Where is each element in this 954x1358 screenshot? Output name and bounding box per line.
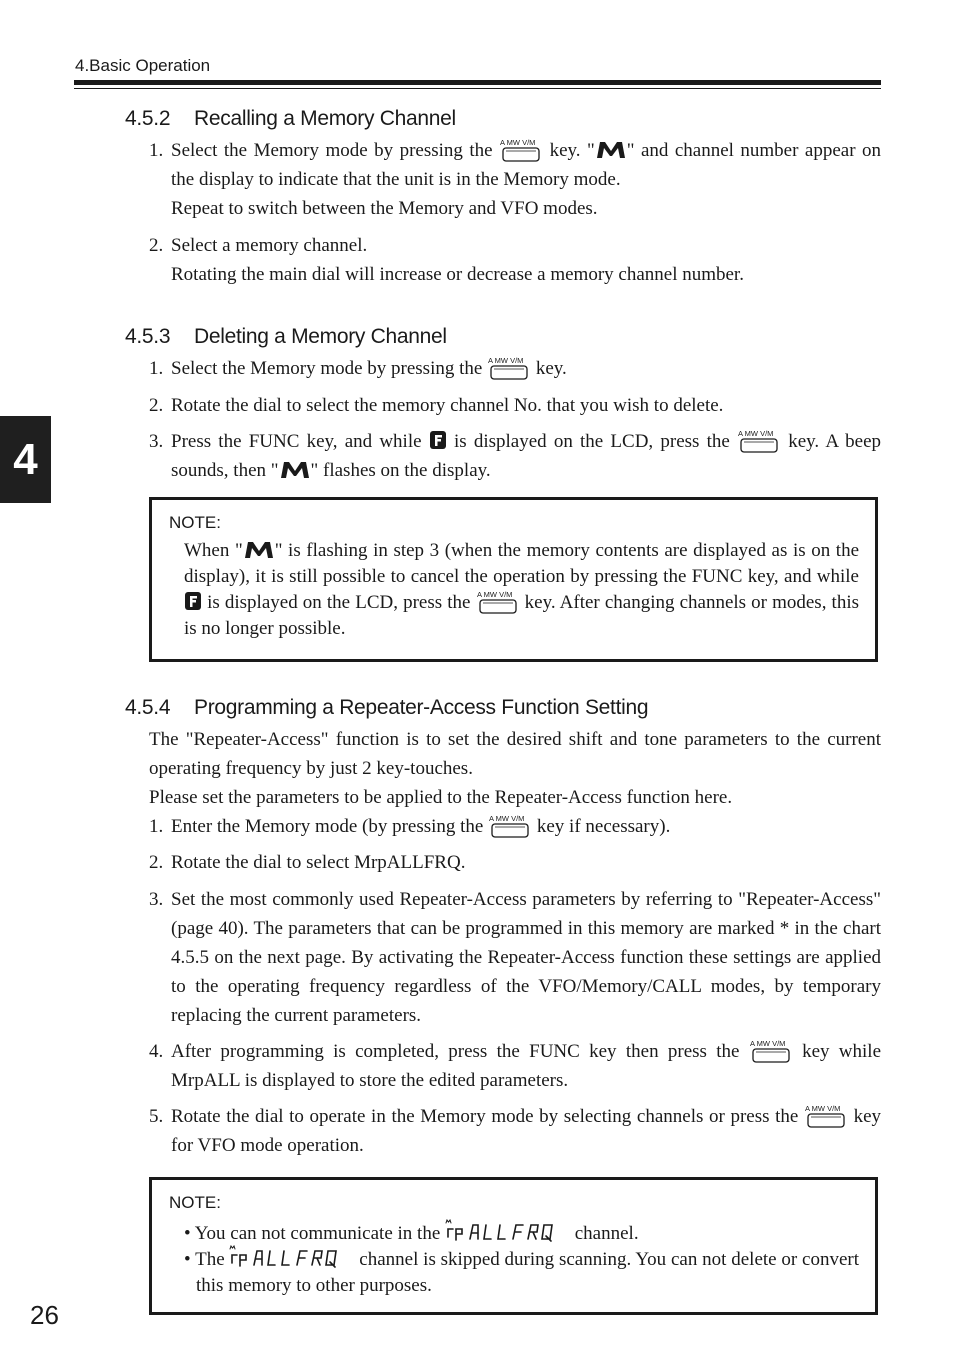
note-box: [149, 1177, 878, 1315]
function-f-icon: [429, 430, 447, 450]
section-number: 4.5.3: [125, 325, 171, 348]
running-header: 4.Basic Operation: [75, 56, 211, 75]
intro-text: Please set the parameters to be applied to the Repeater-Access function here.: [149, 787, 733, 808]
section-number: 4.5.2: [125, 107, 171, 130]
note-text-part: When ": [184, 540, 243, 561]
section-title: Programming a Repeater-Access Function Setting: [194, 696, 649, 719]
note-text-part: is displayed on the LCD, press the: [207, 592, 471, 613]
item-text: key.: [535, 358, 567, 379]
item-text: Set the most commonly used Repeater-Access parameters by referring to "Repeater-Access" (page 40). The parameters that can be programmed in this memory are marked * in the chart 4.5.5 on the next page. By activating the Repeater-Access function these settings are applied to the operating frequency regardless of the VFO/Memory/CALL modes, by temporary replacing the current parameters.: [171, 889, 881, 1026]
note-label: NOTE:: [169, 1193, 221, 1212]
list-item: [149, 885, 881, 1030]
item-text: key while MrpALL is displayed to store the edited parameters.: [171, 1041, 882, 1091]
memory-m-icon: [279, 460, 311, 480]
list-item: [149, 427, 881, 485]
note-text: [184, 538, 859, 642]
item-text: Select the Memory mode by pressing the: [171, 140, 493, 161]
item-text: Rotate the dial to select MrpALLFRQ.: [171, 852, 466, 873]
amwvm-key-icon: [749, 1039, 793, 1065]
item-text: " flashes on the display.: [310, 460, 491, 481]
list-item: [149, 354, 881, 383]
note-box: [149, 497, 878, 662]
list-item: [149, 231, 881, 289]
item-text: Enter the Memory mode (by pressing the: [171, 816, 484, 837]
item-text: key. ": [549, 140, 595, 161]
chapter-tab[interactable]: 4: [0, 416, 51, 503]
note-bullet: [184, 1245, 859, 1299]
note-text-part: channel is skipped during scanning. You can not delete or convert this memory to other purposes.: [196, 1249, 860, 1296]
amwvm-key-icon: [487, 356, 531, 382]
page-number: 26: [30, 1300, 59, 1330]
item-text: key if necessary).: [536, 816, 671, 837]
section-number: 4.5.4: [125, 696, 171, 719]
memory-m-icon: [595, 140, 627, 160]
section-heading-454: [125, 696, 648, 720]
section-title: Recalling a Memory Channel: [194, 107, 456, 130]
item-text: Press the FUNC key, and while: [171, 431, 422, 452]
intro-text: The "Repeater-Access" function is to set the desired shift and tone parameters to the current operating frequency by just 2 key-touches.: [149, 729, 881, 779]
item-number: 3.: [149, 431, 164, 452]
note-text-part: • You can not communicate in the: [184, 1223, 441, 1244]
amwvm-key-icon: [499, 138, 543, 164]
item-text: Rotating the main dial will increase or decrease a memory channel number.: [171, 264, 744, 285]
list-item: [149, 1102, 881, 1160]
item-text: is displayed on the LCD, press the: [453, 431, 730, 452]
section-title: Deleting a Memory Channel: [194, 325, 447, 348]
section-heading-452: [125, 107, 456, 131]
lcd-rp-allfrq-icon: [445, 1219, 570, 1245]
list-item: [149, 812, 881, 841]
item-number: 1.: [149, 358, 164, 379]
lcd-rp-allfrq-icon: [229, 1245, 354, 1271]
item-number: 3.: [149, 889, 164, 910]
item-text: " and channel number appear on the display to indicate that the unit is in the Memory mode.: [171, 140, 881, 190]
item-text: key. A beep sounds, then ": [171, 431, 882, 481]
item-text: Select the Memory mode by pressing the: [171, 358, 483, 379]
amwvm-key-icon: [476, 590, 520, 616]
note-label: NOTE:: [169, 513, 221, 532]
item-number: 2.: [149, 235, 164, 256]
amwvm-key-icon: [737, 429, 781, 455]
list-item: [149, 136, 881, 223]
amwvm-key-icon: [804, 1104, 848, 1130]
note-text-part: • The: [184, 1249, 225, 1270]
note-text-part: key. After changing channels or modes, this is no longer possible.: [184, 592, 860, 639]
note-text-part: channel.: [574, 1223, 639, 1244]
item-text: Rotate the dial to operate in the Memory mode by selecting channels or press the: [171, 1106, 799, 1127]
header-rule: [74, 80, 881, 85]
item-text: Repeat to switch between the Memory and VFO modes.: [171, 198, 598, 219]
amwvm-key-icon: [488, 814, 532, 840]
function-f-icon: [184, 591, 202, 611]
item-number: 1.: [149, 140, 164, 161]
item-text: After programming is completed, press the FUNC key then press the: [171, 1041, 740, 1062]
header-rule-thin: [74, 88, 881, 89]
section-heading-453: [125, 325, 447, 349]
item-text: key for VFO mode operation.: [171, 1106, 882, 1156]
item-text: Rotate the dial to select the memory channel No. that you wish to delete.: [171, 395, 724, 416]
item-number: 1.: [149, 816, 164, 837]
item-number: 5.: [149, 1106, 164, 1127]
list-item: [149, 1037, 881, 1095]
list-item: [149, 391, 881, 420]
item-number: 2.: [149, 395, 164, 416]
note-bullet: [184, 1219, 859, 1247]
memory-m-icon: [243, 540, 275, 560]
list-item: [149, 848, 881, 877]
item-number: 4.: [149, 1041, 164, 1062]
item-number: 2.: [149, 852, 164, 873]
note-text-part: " is flashing in step 3 (when the memory contents are displayed as is on the display), it is still possible to cancel the operation by pressing the FUNC key, and while: [184, 540, 859, 587]
item-text: Select a memory channel.: [171, 235, 368, 256]
intro-paragraph: [149, 725, 881, 812]
